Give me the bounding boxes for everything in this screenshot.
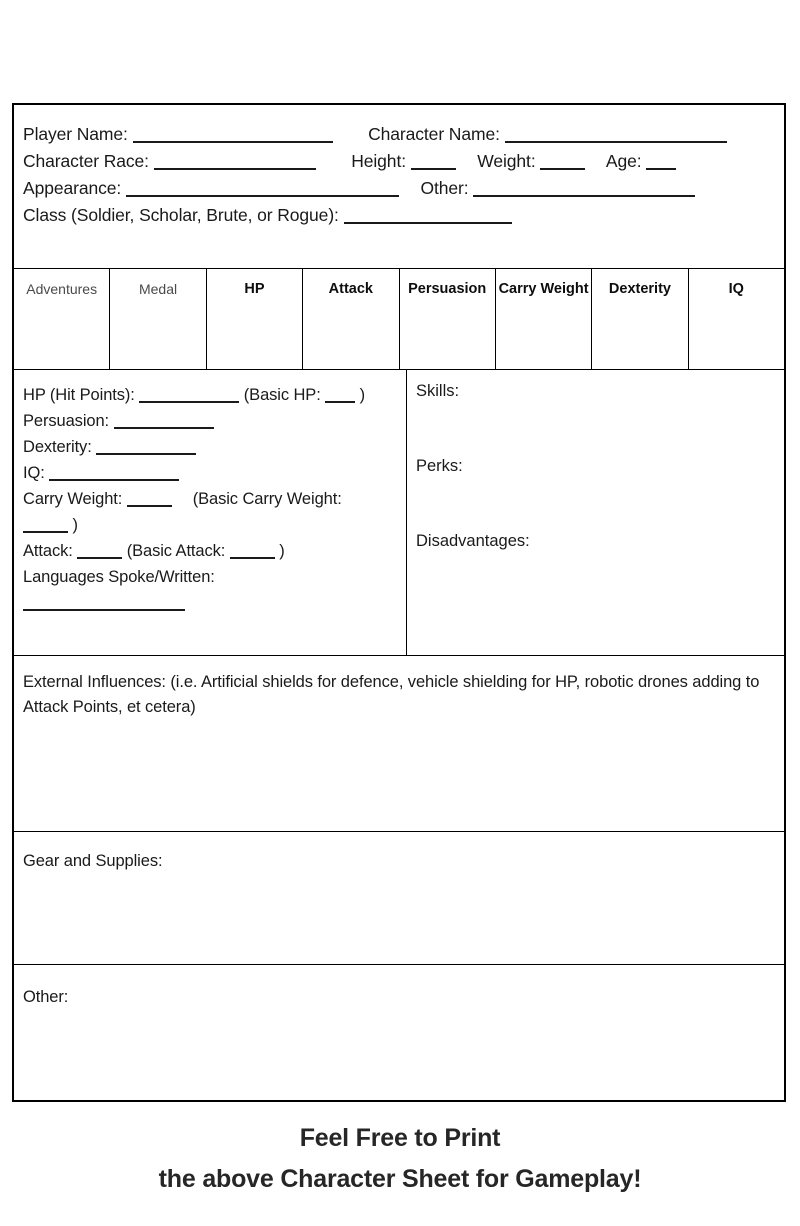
languages-field-row <box>23 590 398 616</box>
attack-basic-field[interactable] <box>230 544 275 559</box>
persuasion-row <box>23 408 398 434</box>
gear-and-supplies-label: Gear and Supplies: <box>23 852 163 870</box>
stat-column-persuasion[interactable] <box>400 269 496 369</box>
iq-field[interactable] <box>49 466 179 481</box>
carry-weight-basic-close: ) <box>72 516 78 534</box>
identity-section <box>14 105 784 269</box>
character-name-field[interactable] <box>505 128 727 143</box>
carry-weight-basic-field[interactable] <box>23 518 68 533</box>
age-label: Age: <box>605 151 642 171</box>
dexterity-label: Dexterity: <box>23 438 92 456</box>
hp-basic-label: (Basic HP: <box>243 386 321 404</box>
player-name-row <box>23 121 775 148</box>
attack-basic-label: (Basic Attack: <box>126 542 226 560</box>
stat-header-medal: Medal <box>138 281 178 297</box>
attack-field[interactable] <box>77 544 122 559</box>
attack-label: Attack: <box>23 542 73 560</box>
stats-table <box>14 269 784 369</box>
dexterity-field[interactable] <box>96 440 196 455</box>
hp-field[interactable] <box>139 388 239 403</box>
hp-label: HP (Hit Points): <box>23 386 135 404</box>
other-label: Other: <box>420 178 469 198</box>
age-field[interactable] <box>646 155 676 170</box>
traits-column <box>407 370 784 655</box>
attributes-column <box>14 370 407 655</box>
footer-line-1: Feel Free to Print <box>299 1124 501 1152</box>
gear-and-supplies-section[interactable] <box>14 832 784 965</box>
stat-header-hp: HP <box>244 281 265 297</box>
height-field[interactable] <box>411 155 456 170</box>
perks-label: Perks: <box>416 457 463 475</box>
carry-weight-row <box>23 486 398 512</box>
stat-column-carry-weight[interactable] <box>496 269 592 369</box>
appearance-field[interactable] <box>126 182 399 197</box>
stat-column-hp[interactable] <box>207 269 303 369</box>
languages-row <box>23 564 398 590</box>
dexterity-row <box>23 434 398 460</box>
other-field[interactable] <box>473 182 695 197</box>
footer <box>0 1118 800 1200</box>
attack-row <box>23 538 398 564</box>
disadvantages-label: Disadvantages: <box>416 532 530 550</box>
iq-row <box>23 460 398 486</box>
skills-label: Skills: <box>416 382 460 400</box>
stat-header-dexterity: Dexterity <box>608 281 671 297</box>
appearance-label: Appearance: <box>23 178 122 198</box>
weight-label: Weight: <box>477 151 536 171</box>
stat-column-adventures[interactable] <box>14 269 110 369</box>
stat-column-iq[interactable] <box>689 269 784 369</box>
attributes-traits-section <box>14 370 784 656</box>
character-name-label: Character Name: <box>368 124 500 144</box>
hp-basic-close: ) <box>359 386 366 404</box>
character-sheet <box>12 103 786 1102</box>
stat-column-dexterity[interactable] <box>592 269 688 369</box>
persuasion-field[interactable] <box>114 414 214 429</box>
languages-field[interactable] <box>23 596 185 611</box>
stat-column-attack[interactable] <box>303 269 399 369</box>
appearance-row <box>23 175 775 202</box>
character-race-label: Character Race: <box>23 151 149 171</box>
weight-field[interactable] <box>540 155 585 170</box>
carry-weight-basic-row <box>23 512 398 538</box>
hp-basic-field[interactable] <box>325 388 355 403</box>
carry-weight-basic-label: (Basic Carry Weight: <box>192 490 342 508</box>
external-influences-section[interactable] <box>14 656 784 832</box>
player-name-field[interactable] <box>133 128 333 143</box>
languages-label: Languages Spoke/Written: <box>23 568 215 586</box>
player-name-label: Player Name: <box>23 124 128 144</box>
height-label: Height: <box>351 151 406 171</box>
stat-column-medal[interactable] <box>110 269 206 369</box>
persuasion-label: Persuasion: <box>23 412 110 430</box>
stat-header-carry-weight: Carry Weight <box>498 281 589 297</box>
class-row <box>23 202 775 229</box>
hp-row <box>23 382 398 408</box>
character-race-row <box>23 148 775 175</box>
carry-weight-field[interactable] <box>127 492 172 507</box>
footer-line-2: the above Character Sheet for Gameplay! <box>158 1165 642 1193</box>
other-section-label: Other: <box>23 988 69 1006</box>
character-race-field[interactable] <box>154 155 316 170</box>
other-section[interactable] <box>14 965 784 1102</box>
attack-basic-close: ) <box>279 542 285 560</box>
stats-table-section <box>14 269 784 370</box>
iq-label: IQ: <box>23 464 45 482</box>
class-field[interactable] <box>344 209 512 224</box>
external-influences-label: External Influences: (i.e. Artificial shields for defence, vehicle shielding for HP, robotic drones adding to Attack Points, et cetera) <box>23 673 760 716</box>
class-label: Class (Soldier, Scholar, Brute, or Rogue): <box>23 205 339 225</box>
stat-header-adventures: Adventures <box>26 281 98 297</box>
stat-header-attack: Attack <box>328 281 373 297</box>
carry-weight-label: Carry Weight: <box>23 490 123 508</box>
stat-header-iq: IQ <box>728 281 744 297</box>
stat-header-persuasion: Persuasion <box>408 281 487 297</box>
